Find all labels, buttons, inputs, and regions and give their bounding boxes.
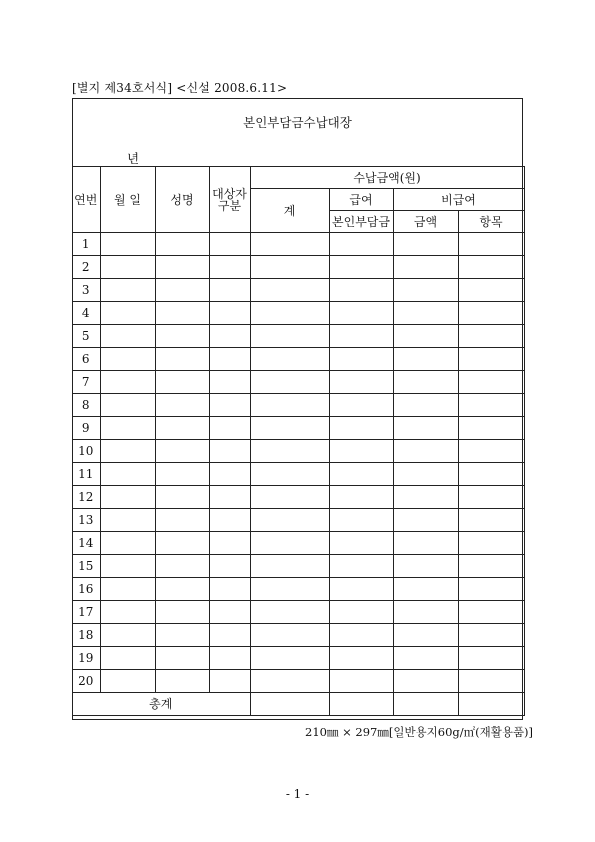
- entry-cell[interactable]: [250, 463, 329, 486]
- entry-cell[interactable]: [329, 647, 393, 670]
- entry-cell[interactable]: [209, 624, 250, 647]
- entry-cell[interactable]: [329, 463, 393, 486]
- entry-cell[interactable]: [209, 463, 250, 486]
- entry-cell[interactable]: [155, 647, 209, 670]
- row-number: 18: [72, 624, 100, 647]
- entry-cell[interactable]: [393, 555, 458, 578]
- entry-cell[interactable]: [458, 647, 524, 670]
- entry-cell[interactable]: [100, 440, 155, 463]
- entry-cell[interactable]: [250, 509, 329, 532]
- grand-total-label: 총계: [72, 693, 250, 716]
- entry-cell[interactable]: [209, 670, 250, 693]
- entry-cell[interactable]: [458, 325, 524, 348]
- entry-cell[interactable]: [329, 394, 393, 417]
- entry-cell[interactable]: [329, 555, 393, 578]
- entry-cell[interactable]: [209, 440, 250, 463]
- table-row: [72, 394, 524, 417]
- entry-cell[interactable]: [393, 394, 458, 417]
- entry-cell[interactable]: [100, 647, 155, 670]
- entry-cell[interactable]: [209, 578, 250, 601]
- entry-cell[interactable]: [209, 325, 250, 348]
- entry-cell[interactable]: [393, 670, 458, 693]
- entry-cell[interactable]: [393, 279, 458, 302]
- row-number: 12: [72, 486, 100, 509]
- entry-cell[interactable]: [155, 555, 209, 578]
- entry-cell[interactable]: [458, 348, 524, 371]
- entry-cell[interactable]: [100, 371, 155, 394]
- col-category-line1: 대상자: [212, 186, 247, 201]
- entry-cell[interactable]: [100, 486, 155, 509]
- entry-cell[interactable]: [209, 302, 250, 325]
- entry-cell[interactable]: [250, 532, 329, 555]
- table-row: [72, 509, 524, 532]
- entry-cell[interactable]: [100, 463, 155, 486]
- entry-cell[interactable]: [209, 371, 250, 394]
- entry-cell[interactable]: [329, 371, 393, 394]
- table-row: [72, 486, 524, 509]
- table-row: [72, 417, 524, 440]
- entry-cell[interactable]: [155, 417, 209, 440]
- entry-cell[interactable]: [250, 486, 329, 509]
- entry-cell[interactable]: [393, 371, 458, 394]
- entry-cell[interactable]: [250, 670, 329, 693]
- entry-cell[interactable]: [100, 279, 155, 302]
- entry-cell[interactable]: [209, 509, 250, 532]
- row-number: 16: [72, 578, 100, 601]
- grand-total-cell[interactable]: [329, 693, 393, 716]
- entry-cell[interactable]: [250, 647, 329, 670]
- entry-cell[interactable]: [250, 233, 329, 256]
- entry-cell[interactable]: [329, 486, 393, 509]
- entry-cell[interactable]: [209, 417, 250, 440]
- table-row: [72, 279, 524, 302]
- entry-cell[interactable]: [458, 624, 524, 647]
- entry-cell[interactable]: [329, 601, 393, 624]
- col-name-header: 성명: [155, 167, 209, 233]
- row-number: 14: [72, 532, 100, 555]
- form-header-label: [별지 제34호서식] <신설 2008.6.11>: [72, 81, 288, 95]
- entry-cell[interactable]: [209, 647, 250, 670]
- entry-cell[interactable]: [393, 624, 458, 647]
- entry-cell[interactable]: [329, 670, 393, 693]
- row-number: 6: [72, 348, 100, 371]
- entry-cell[interactable]: [458, 371, 524, 394]
- entry-cell[interactable]: [329, 532, 393, 555]
- entry-cell[interactable]: [100, 302, 155, 325]
- entry-cell[interactable]: [458, 486, 524, 509]
- year-label: 년: [127, 151, 140, 166]
- entry-cell[interactable]: [329, 440, 393, 463]
- entry-cell[interactable]: [100, 348, 155, 371]
- row-number: 15: [72, 555, 100, 578]
- entry-cell[interactable]: [250, 371, 329, 394]
- entry-cell[interactable]: [100, 578, 155, 601]
- entry-cell[interactable]: [209, 532, 250, 555]
- form-title: 본인부담금수납대장: [243, 115, 352, 130]
- entry-cell[interactable]: [209, 348, 250, 371]
- entry-cell[interactable]: [250, 578, 329, 601]
- table-row: [72, 302, 524, 325]
- entry-cell[interactable]: [250, 256, 329, 279]
- row-number: 7: [72, 371, 100, 394]
- entry-cell[interactable]: [250, 440, 329, 463]
- ledger-rows: [72, 233, 524, 693]
- table-row: [72, 670, 524, 693]
- entry-cell[interactable]: [155, 348, 209, 371]
- grand-total-cell[interactable]: [393, 693, 458, 716]
- col-total-header: 계: [250, 189, 329, 233]
- entry-cell[interactable]: [100, 532, 155, 555]
- entry-cell[interactable]: [155, 670, 209, 693]
- entry-cell[interactable]: [155, 371, 209, 394]
- entry-cell[interactable]: [458, 279, 524, 302]
- entry-cell[interactable]: [393, 256, 458, 279]
- entry-cell[interactable]: [329, 302, 393, 325]
- row-number: 10: [72, 440, 100, 463]
- entry-cell[interactable]: [100, 624, 155, 647]
- col-serial-header: 연번: [72, 167, 100, 233]
- entry-cell[interactable]: [155, 624, 209, 647]
- col-amount-header: 금액: [393, 211, 458, 233]
- entry-cell[interactable]: [100, 417, 155, 440]
- grand-total-row: [72, 693, 524, 716]
- entry-cell[interactable]: [458, 555, 524, 578]
- table-row: [72, 440, 524, 463]
- entry-cell[interactable]: [250, 417, 329, 440]
- entry-cell[interactable]: [100, 555, 155, 578]
- table-row: [72, 463, 524, 486]
- entry-cell[interactable]: [209, 279, 250, 302]
- entry-cell[interactable]: [393, 325, 458, 348]
- row-number: 19: [72, 647, 100, 670]
- entry-cell[interactable]: [100, 670, 155, 693]
- row-number: 3: [72, 279, 100, 302]
- entry-cell[interactable]: [250, 624, 329, 647]
- entry-cell[interactable]: [393, 463, 458, 486]
- entry-cell[interactable]: [100, 325, 155, 348]
- entry-cell[interactable]: [250, 348, 329, 371]
- row-number: 2: [72, 256, 100, 279]
- table-row: [72, 624, 524, 647]
- entry-cell[interactable]: [393, 532, 458, 555]
- entry-cell[interactable]: [250, 325, 329, 348]
- ledger-table: [72, 166, 525, 716]
- entry-cell[interactable]: [155, 463, 209, 486]
- table-row: [72, 348, 524, 371]
- entry-cell[interactable]: [458, 578, 524, 601]
- entry-cell[interactable]: [458, 302, 524, 325]
- entry-cell[interactable]: [250, 394, 329, 417]
- table-row: [72, 233, 524, 256]
- entry-cell[interactable]: [458, 463, 524, 486]
- entry-cell[interactable]: [155, 509, 209, 532]
- entry-cell[interactable]: [100, 509, 155, 532]
- entry-cell[interactable]: [458, 509, 524, 532]
- row-number: 20: [72, 670, 100, 693]
- entry-cell[interactable]: [458, 532, 524, 555]
- grand-total-cell[interactable]: [458, 693, 524, 716]
- entry-cell[interactable]: [458, 417, 524, 440]
- entry-cell[interactable]: [155, 440, 209, 463]
- entry-cell[interactable]: [329, 325, 393, 348]
- table-row: [72, 647, 524, 670]
- table-row: [72, 325, 524, 348]
- row-number: 5: [72, 325, 100, 348]
- table-row: [72, 601, 524, 624]
- entry-cell[interactable]: [209, 394, 250, 417]
- entry-cell[interactable]: [155, 578, 209, 601]
- col-month-day-header: 월 일: [100, 167, 155, 233]
- col-benefit-header: 급여: [329, 189, 393, 211]
- entry-cell[interactable]: [393, 417, 458, 440]
- entry-cell[interactable]: [458, 440, 524, 463]
- table-row: [72, 578, 524, 601]
- entry-cell[interactable]: [100, 394, 155, 417]
- row-number: 1: [72, 233, 100, 256]
- entry-cell[interactable]: [329, 348, 393, 371]
- entry-cell[interactable]: [155, 256, 209, 279]
- col-copay-header: 본인부담금: [329, 211, 393, 233]
- entry-cell[interactable]: [393, 233, 458, 256]
- entry-cell[interactable]: [155, 394, 209, 417]
- entry-cell[interactable]: [155, 233, 209, 256]
- col-amount-group-header: 수납금액(원): [250, 167, 524, 189]
- table-row: [72, 371, 524, 394]
- page-number: - 1 -: [285, 787, 310, 801]
- row-number: 4: [72, 302, 100, 325]
- row-number: 17: [72, 601, 100, 624]
- entry-cell[interactable]: [458, 670, 524, 693]
- row-number: 11: [72, 463, 100, 486]
- entry-cell[interactable]: [458, 256, 524, 279]
- entry-cell[interactable]: [329, 509, 393, 532]
- entry-cell[interactable]: [393, 486, 458, 509]
- entry-cell[interactable]: [100, 233, 155, 256]
- ledger-form: [72, 98, 523, 720]
- col-item-header: 항목: [458, 211, 524, 233]
- table-row: [72, 555, 524, 578]
- entry-cell[interactable]: [393, 578, 458, 601]
- entry-cell[interactable]: [329, 279, 393, 302]
- entry-cell[interactable]: [250, 302, 329, 325]
- table-row: [72, 532, 524, 555]
- entry-cell[interactable]: [100, 601, 155, 624]
- row-number: 13: [72, 509, 100, 532]
- entry-cell[interactable]: [393, 601, 458, 624]
- entry-cell[interactable]: [393, 302, 458, 325]
- table-row: [72, 256, 524, 279]
- entry-cell[interactable]: [155, 279, 209, 302]
- grand-total-cell[interactable]: [250, 693, 329, 716]
- col-nonbenefit-header: 비급여: [393, 189, 524, 211]
- entry-cell[interactable]: [329, 233, 393, 256]
- entry-cell[interactable]: [155, 532, 209, 555]
- entry-cell[interactable]: [209, 555, 250, 578]
- paper-spec-note: 210㎜ × 297㎜[일반용지60g/㎡(재활용품)]: [305, 725, 534, 739]
- col-category-header: [209, 167, 250, 233]
- entry-cell[interactable]: [209, 486, 250, 509]
- col-category-line2: 구분: [217, 198, 242, 213]
- row-number: 9: [72, 417, 100, 440]
- entry-cell[interactable]: [155, 325, 209, 348]
- entry-cell[interactable]: [393, 509, 458, 532]
- entry-cell[interactable]: [458, 394, 524, 417]
- entry-cell[interactable]: [393, 440, 458, 463]
- entry-cell[interactable]: [100, 256, 155, 279]
- entry-cell[interactable]: [393, 647, 458, 670]
- entry-cell[interactable]: [329, 578, 393, 601]
- entry-cell[interactable]: [155, 601, 209, 624]
- entry-cell[interactable]: [329, 417, 393, 440]
- entry-cell[interactable]: [250, 601, 329, 624]
- entry-cell[interactable]: [209, 256, 250, 279]
- entry-cell[interactable]: [458, 233, 524, 256]
- entry-cell[interactable]: [155, 486, 209, 509]
- entry-cell[interactable]: [250, 555, 329, 578]
- entry-cell[interactable]: [209, 233, 250, 256]
- entry-cell[interactable]: [250, 279, 329, 302]
- entry-cell[interactable]: [209, 601, 250, 624]
- entry-cell[interactable]: [329, 256, 393, 279]
- row-number: 8: [72, 394, 100, 417]
- entry-cell[interactable]: [155, 302, 209, 325]
- entry-cell[interactable]: [393, 348, 458, 371]
- entry-cell[interactable]: [329, 624, 393, 647]
- entry-cell[interactable]: [458, 601, 524, 624]
